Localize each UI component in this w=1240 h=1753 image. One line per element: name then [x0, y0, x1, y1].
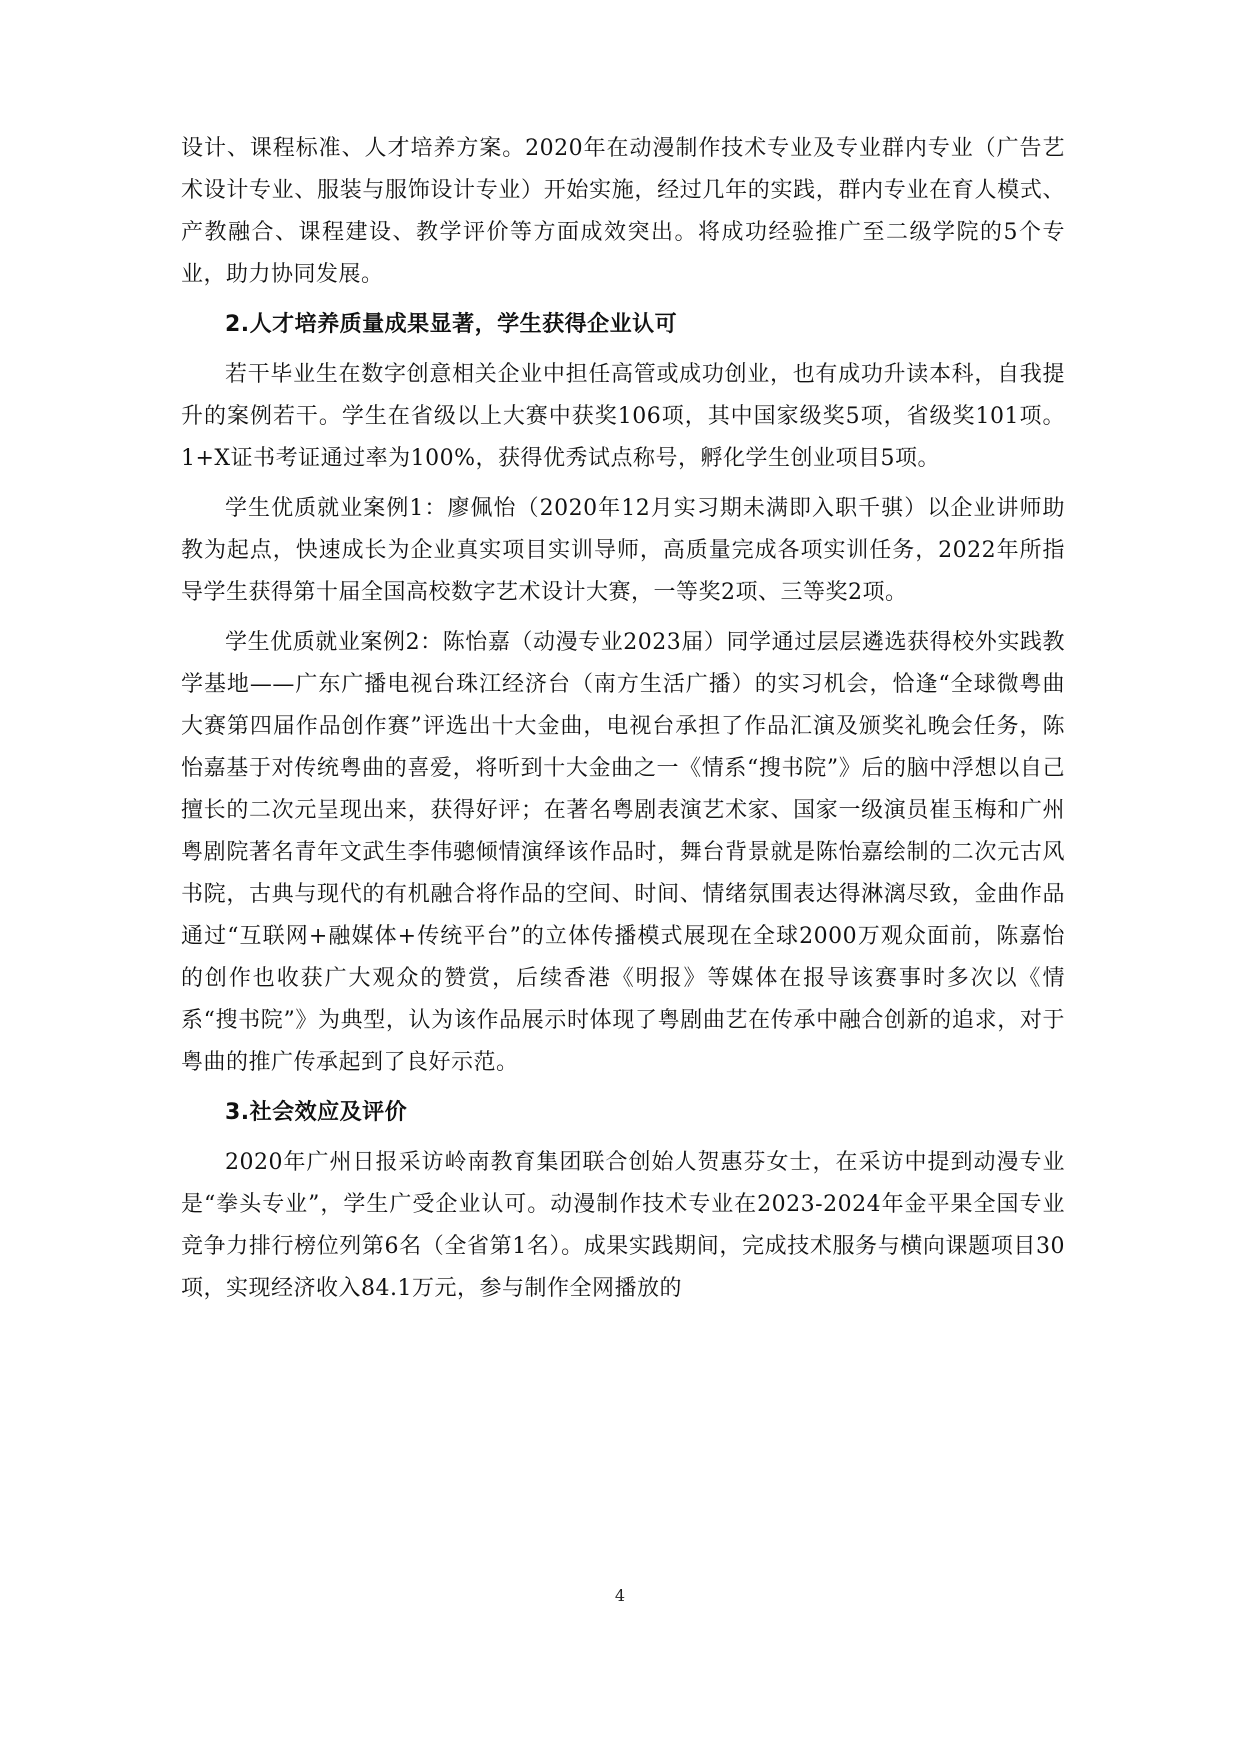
- section-heading-talent-quality: 2.人才培养质量成果显著，学生获得企业认可: [225, 312, 678, 337]
- paragraph-case-1: 学生优质就业案例1：廖佩怡（2020年12月实习期未满即入职千骐）以企业讲师助教为起点，快速成长为企业真实项目实训导师，高质量完成各项实训任务，2022年所指导学生获得第十届全国高校数字艺术设计大赛，一等奖2项、三等奖2项。: [181, 496, 1065, 605]
- paragraph-case-2: 学生优质就业案例2：陈怡嘉（动漫专业2023届）同学通过层层遴选获得校外实践教学基地——广东广播电视台珠江经济台（南方生活广播）的实习机会，恰逢“全球微粤曲大赛第四届作品创作赛”评选出十大金曲，电视台承担了作品汇演及颁奖礼晚会任务，陈怡嘉基于对传统粤曲的喜爱，将听到十大金曲之一《情系“搜书院”》后的脑中浮想以自己擅长的二次元呈现出来，获得好评；在著名粤剧表演艺术家、国家一级演员崔玉梅和广州粤剧院著名青年文武生李伟骢倾情演绎该作品时，舞台背景就是陈怡嘉绘制的二次元古风书院，古典与现代的有机融合将作品的空间、时间、情绪氛围表达得淋漓尽致，金曲作品通过“互联网+融媒体+传统平台”的立体传播模式展现在全球2000万观众面前，陈嘉怡的创作也收获广大观众的赞赏，后续香港《明报》等媒体在报导该赛事时多次以《情系“搜书院”》为典型，认为该作品展示时体现了粤剧曲艺在传承中融合创新的追求，对于粤曲的推广传承起到了良好示范。: [181, 630, 1065, 1075]
- document-body: [181, 128, 1065, 1318]
- paragraph-continued: 设计、课程标准、人才培养方案。2020年在动漫制作技术专业及专业群内专业（广告艺术设计专业、服装与服饰设计专业）开始实施，经过几年的实践，群内专业在育人模式、产教融合、课程建设、教学评价等方面成效突出。将成功经验推广至二级学院的5个专业，助力协同发展。: [181, 136, 1065, 287]
- page-number: 4: [614, 1586, 626, 1605]
- paragraph-graduates: 若干毕业生在数字创意相关企业中担任高管或成功创业，也有成功升读本科，自我提升的案例若干。学生在省级以上大赛中获奖106项，其中国家级奖5项，省级奖101项。1+X证书考证通过率为100%，获得优秀试点称号，孵化学生创业项目5项。: [181, 362, 1065, 471]
- paragraph-social-impact: 2020年广州日报采访岭南教育集团联合创始人贺惠芬女士，在采访中提到动漫专业是“拳头专业”，学生广受企业认可。动漫制作技术专业在2023-2024年金平果全国专业竞争力排行榜位列第6名（全省第1名）。成果实践期间，完成技术服务与横向课题项目30项，实现经济收入84.1万元，参与制作全网播放的: [181, 1150, 1065, 1301]
- section-heading-social-impact: 3.社会效应及评价: [225, 1100, 408, 1125]
